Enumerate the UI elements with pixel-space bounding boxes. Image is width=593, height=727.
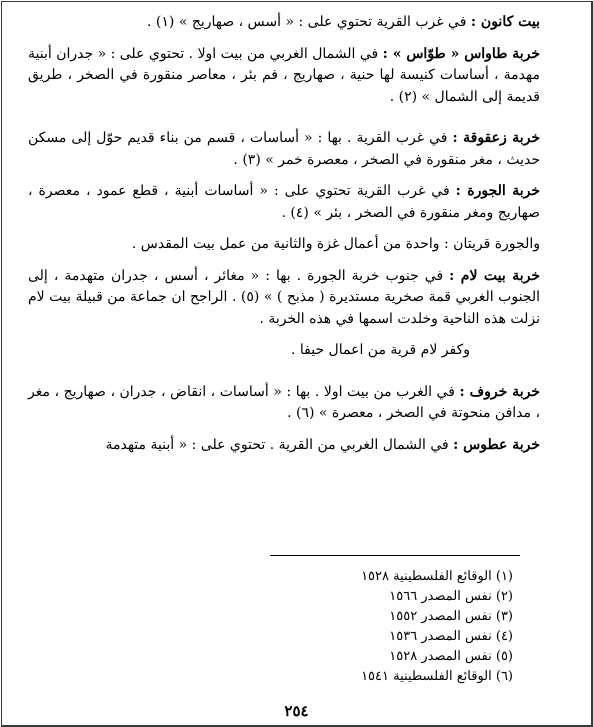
text-khirbat-tawas: في الشمال الغربي من بيت اولا . تحتوي على : « جدران أبنية مهدمة ، أساسات كنيسة لها حنية ، صهاريج ، فم بئر ، معاصر منقورة في الصخر ، طريق قديمة إلى الشمال » (٢) . (28, 45, 540, 105)
footnotes-list (361, 567, 513, 687)
heading-beit-kanun: بيت كانون : (470, 14, 540, 30)
footnote-item: (٥) نفس المصدر ١٥٢٨ (389, 649, 513, 664)
heading-khirbat-atus: خربة عطوس : (453, 436, 540, 453)
paragraph-khirbat-beit-lam (28, 266, 540, 331)
text-khirbat-kharuf: في الغرب من بيت اولا . بها : « أساسات ، انقاض ، جدران ، صهاريج ، مغر ، مدافن منحوتة في الصخر ، معصرة » (٦) . (28, 383, 540, 421)
footnote-item: (٢) نفس المصدر ١٥٦٦ (389, 589, 513, 604)
text-khirbat-aljura: في غرب القرية تحتوي على : « أساسات أبنية ، قطع عمود ، معصرة ، صهاريج ومغر منقورة في الصخر ، بئر » (٤) . (28, 183, 540, 221)
footnote-item: (٤) نفس المصدر ١٥٣٦ (389, 629, 513, 644)
heading-khirbat-kharuf: خربة خروف : (459, 383, 540, 400)
paragraph-kafr-lam (28, 340, 540, 362)
heading-khirbat-beit-lam: خربة بيت لام : (449, 267, 540, 284)
heading-khirbat-zaaquqa: خربة زعقوقة : (452, 130, 540, 146)
heading-khirbat-tawas: خربة طاواس « طوّاس » : (382, 45, 540, 62)
footnote-item: (٣) نفس المصدر ١٥٥٢ (389, 609, 513, 624)
paragraph-beit-kanun (28, 12, 540, 34)
text-beit-kanun: في غرب القرية تحتوي على : « أسس ، صهاريج » (١) . (147, 14, 471, 30)
paragraph-khirbat-zaaquqa (28, 128, 540, 171)
page-number: ٢٥٤ (284, 702, 309, 720)
paragraph-khirbat-atus (28, 435, 540, 457)
paragraph-khirbat-tawas (28, 44, 540, 109)
paragraph-khirbat-kharuf (28, 382, 540, 425)
text-kafr-lam: وكفر لام قرية من اعمال حيفا . (290, 342, 470, 358)
document-body (28, 12, 540, 456)
footnote-item: (١) الوقائع الفلسطينية ١٥٢٨ (361, 569, 513, 584)
footnote-item: (٦) الوقائع الفلسطينية ١٥٤١ (361, 669, 513, 684)
heading-khirbat-aljura: خربة الجورة : (455, 183, 540, 199)
text-khirbat-beit-lam: في جنوب خربة الجورة . بها : « مغائر ، أسس ، جدران متهدمة ، إلى الجنوب الغربي قمة صخرية مستديرة ( مذبح ) » (٥) . الراجح ان جماعة من قبيلة بيت لام نزلت هذه الناحية وخلدت اسمها في هذه الخربة . (28, 267, 540, 327)
text-khirbat-atus: في الشمال الغربي من القرية . تحتوي على : « أبنية متهدمة (105, 436, 454, 453)
footnote-divider (270, 555, 520, 556)
paragraph-khirbat-aljura (28, 181, 540, 224)
paragraph-aljura-note (28, 234, 540, 256)
text-khirbat-zaaquqa: في غرب القرية . بها : « أساسات ، قسم من بناء قديم حوّل إلى مسكن حديث ، مغر منقورة في الصخر ، معصرة خمر » (٣) . (28, 130, 540, 168)
text-aljura-note: والجورة قريتان : واحدة من أعمال غزة والثانية من عمل بيت المقدس . (131, 236, 540, 252)
